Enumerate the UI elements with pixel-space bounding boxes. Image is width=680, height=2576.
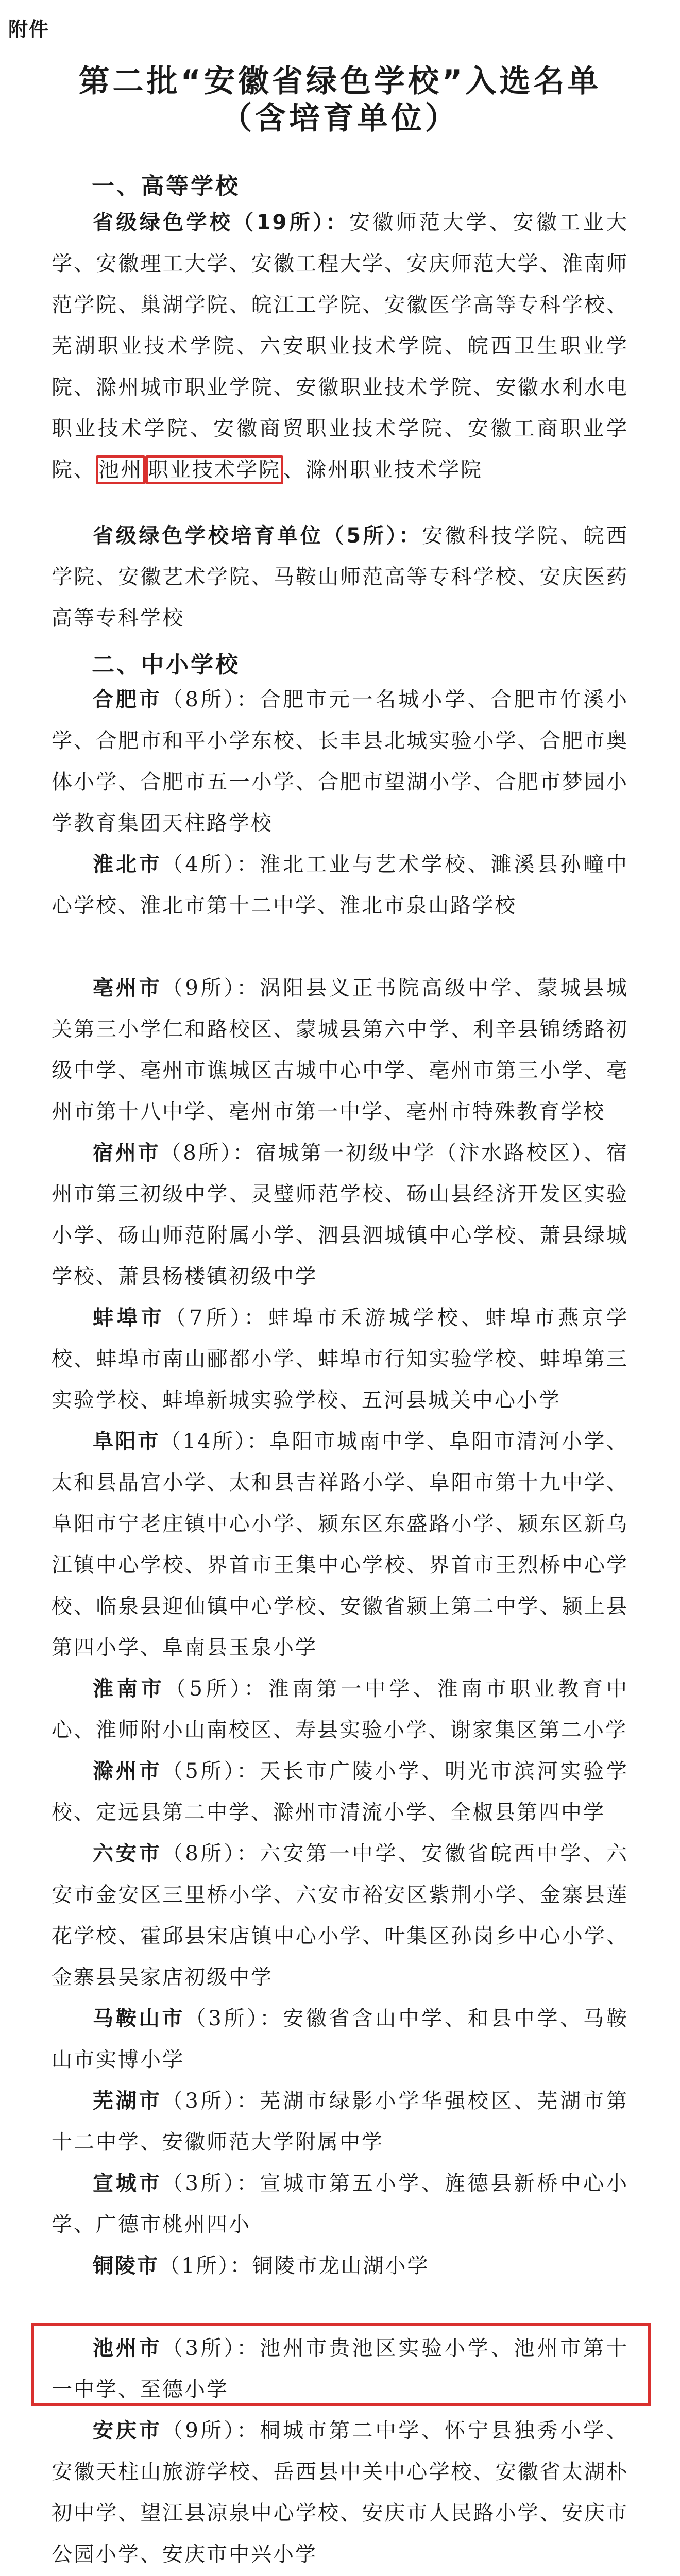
city-entry-hefei bbox=[52, 679, 628, 844]
city-entry-luan bbox=[52, 1833, 628, 1998]
green-schools-list-end: 、滁州职业技术学院 bbox=[283, 458, 483, 482]
document-subtitle: （含培育单位） bbox=[221, 100, 459, 137]
city-count: （4所）： bbox=[162, 853, 260, 876]
city-label: 合肥市 bbox=[93, 688, 162, 711]
city-count: （3所）： bbox=[185, 2007, 283, 2030]
city-label: 淮南市 bbox=[93, 1677, 165, 1701]
city-entry-fuyang bbox=[52, 1421, 628, 1668]
city-schools: 宣城市第五小学、旌德县新桥中心小学、广德市桃州四小 bbox=[52, 2172, 629, 2236]
city-label: 池州市 bbox=[93, 2336, 162, 2360]
city-label: 安庆市 bbox=[93, 2419, 162, 2443]
city-label: 蚌埠市 bbox=[93, 1306, 165, 1330]
city-label: 马鞍山市 bbox=[93, 2007, 185, 2030]
city-schools: 安徽省含山中学、和县中学、马鞍山市实博小学 bbox=[52, 2007, 629, 2072]
document-title: 第二批“安徽省绿色学校”入选名单 bbox=[78, 63, 602, 99]
city-schools: 阜阳市城南中学、阜阳市清河小学、太和县晶宫小学、太和县吉祥路小学、阜阳市第十九中学、阜阳市宁老庄镇中心小学、颍东区东盛路小学、颍东区新乌江镇中心学校、界首市王集中心学校、界首市王烈桥中心学校、临泉县迎仙镇中心学校、安徽省颍上第二中学、颍上县第四小学、阜南县玉泉小学 bbox=[52, 1430, 629, 1659]
city-label: 亳州市 bbox=[93, 976, 162, 1000]
cultivation-units-label: 省级绿色学校培育单位（5所）： bbox=[93, 524, 422, 548]
city-entry-huaibei bbox=[52, 844, 628, 926]
city-label: 阜阳市 bbox=[93, 1430, 160, 1453]
city-schools: 桐城市第二中学、怀宁县独秀小学、安徽天柱山旅游学校、岳西县中关中心学校、安徽省太湖朴初中学、望江县凉泉中心学校、安庆市人民路小学、安庆市公园小学、安庆市中兴小学 bbox=[52, 2419, 629, 2566]
city-count: （3所）： bbox=[162, 2172, 260, 2195]
city-count: （7所）： bbox=[165, 1306, 268, 1330]
city-schools: 合肥市元一名城小学、合肥市竹溪小学、合肥市和平小学东校、长丰县北城实验小学、合肥市奥体小学、合肥市五一小学、合肥市望湖小学、合肥市梦园小学教育集团天柱路学校 bbox=[52, 688, 629, 835]
city-schools: 蚌埠市禾游城学校、蚌埠市燕京学校、蚌埠市南山郦都小学、蚌埠市行知实验学校、蚌埠第三实验学校、蚌埠新城实验学校、五河县城关中心小学 bbox=[52, 1306, 629, 1412]
cultivation-units-list: 安徽科技学院、皖西学院、安徽艺术学院、马鞍山师范高等专科学校、安庆医药高等专科学校 bbox=[52, 524, 628, 630]
city-count: （5所）： bbox=[165, 1677, 268, 1701]
city-count: （8所）： bbox=[160, 1141, 256, 1165]
city-entry-maanshan bbox=[52, 1998, 628, 2080]
city-count: （3所）： bbox=[162, 2089, 260, 2113]
city-entry-xuancheng bbox=[52, 2163, 628, 2245]
city-schools: 六安第一中学、安徽省皖西中学、六安市金安区三里桥小学、六安市裕安区紫荆小学、金寨县莲花学校、霍邱县宋店镇中心小学、叶集区孙岗乡中心小学、金寨县吴家店初级中学 bbox=[52, 1842, 629, 1989]
city-label: 铜陵市 bbox=[93, 2254, 159, 2278]
city-entry-huainan bbox=[52, 1668, 628, 1751]
chizhou-highlight-box bbox=[31, 2323, 651, 2406]
city-label: 宿州市 bbox=[93, 1141, 161, 1165]
city-label: 淮北市 bbox=[93, 853, 162, 876]
city-label: 六安市 bbox=[93, 1842, 162, 1866]
city-count: （5所）： bbox=[162, 1759, 260, 1783]
city-count: （9所）： bbox=[162, 2419, 260, 2443]
green-schools-list: 安徽师范大学、安徽工业大学、安徽理工大学、安徽工程大学、安庆师范大学、淮南师范学院、巢湖学院、皖江工学院、安徽医学高等专科学校、芜湖职业技术学院、六安职业技术学院、皖西卫生职业学院、滁州城市职业学院、安徽职业技术学院、安徽水利水电职业技术学院、安徽商贸职业技术学院、安徽工商职业学院、 bbox=[52, 211, 628, 482]
city-label: 宣城市 bbox=[93, 2172, 162, 2195]
city-label: 芜湖市 bbox=[93, 2089, 162, 2113]
city-label: 滁州市 bbox=[93, 1759, 162, 1783]
city-count: （8所）： bbox=[162, 688, 260, 711]
city-entry-suzhou bbox=[52, 1132, 628, 1297]
city-count: （1所）： bbox=[159, 2254, 252, 2278]
attachment-label: 附件 bbox=[8, 18, 50, 41]
city-entry-chuzhou bbox=[52, 1751, 628, 1833]
city-schools: 宿城第一初级中学（汴水路校区）、宿州市第三初级中学、灵璧师范学校、砀山县经济开发区实验小学、砀山师范附属小学、泗县泗城镇中心学校、萧县绿城学校、萧县杨楼镇初级中学 bbox=[52, 1141, 629, 1289]
city-schools: 天长市广陵小学、明光市滨河实验学校、定远县第二中学、滁州市清流小学、全椒县第四中学 bbox=[52, 1759, 629, 1824]
city-schools: 涡阳县义正书院高级中学、蒙城县城关第三小学仁和路校区、蒙城县第六中学、利辛县锦绣路初级中学、亳州市谯城区古城中心中学、亳州市第三小学、亳州市第十八中学、亳州市第一中学、亳州市特殊教育学校 bbox=[52, 976, 629, 1124]
city-schools: 芜湖市绿影小学华强校区、芜湖市第十二中学、安徽师范大学附属中学 bbox=[52, 2089, 629, 2154]
city-entry-anqing bbox=[52, 2410, 628, 2575]
city-count: （3所）： bbox=[162, 2336, 260, 2360]
green-schools-label: 省级绿色学校（19所）： bbox=[93, 211, 349, 234]
city-entry-bozhou bbox=[52, 968, 628, 1132]
city-count: （14所）： bbox=[160, 1430, 269, 1453]
city-count: （9所）： bbox=[162, 976, 260, 1000]
green-schools-paragraph bbox=[52, 202, 628, 490]
city-entry-tongling bbox=[52, 2245, 628, 2286]
city-schools: 池州市贵池区实验小学、池州市第十一中学、至德小学 bbox=[52, 2336, 629, 2401]
city-schools: 淮南第一中学、淮南市职业教育中心、淮师附小山南校区、寿县实验小学、谢家集区第二小学 bbox=[52, 1677, 629, 1742]
city-entry-bengbu bbox=[52, 1297, 628, 1421]
highlighted-chizhou-college-part1: 池州 bbox=[96, 455, 145, 484]
section-heading-higher-education: 一、高等学校 bbox=[92, 173, 240, 199]
cultivation-units-paragraph bbox=[52, 515, 628, 639]
city-schools: 铜陵市龙山湖小学 bbox=[252, 2254, 430, 2278]
section-heading-primary-secondary: 二、中小学校 bbox=[92, 652, 240, 678]
city-count: （8所）： bbox=[162, 1842, 260, 1866]
highlighted-chizhou-college-part2: 职业技术学院 bbox=[145, 455, 283, 484]
city-entry-wuhu bbox=[52, 2080, 628, 2163]
city-schools: 淮北工业与艺术学校、濉溪县孙疃中心学校、淮北市第十二中学、淮北市泉山路学校 bbox=[52, 853, 629, 918]
